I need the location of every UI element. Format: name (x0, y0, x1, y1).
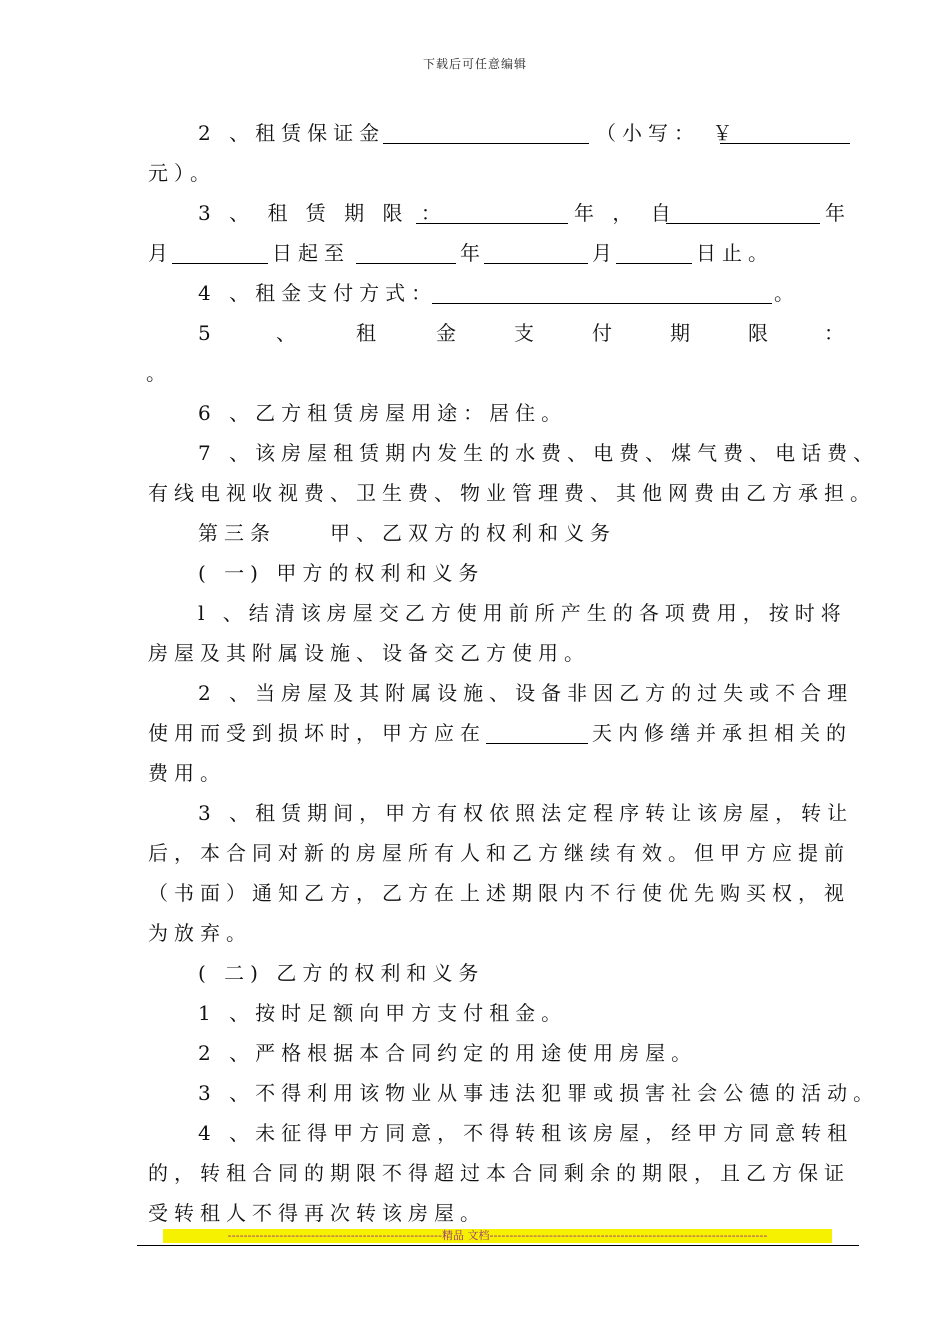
article-title: 甲、乙双方的权利和义务 (330, 521, 616, 545)
line-a3-2 (0, 838, 950, 868)
clause-text: 2 、当房屋及其附属设施、设备非因乙方的过失或不合理 (198, 681, 854, 705)
page-header: 下载后可任意编辑 (422, 57, 527, 71)
clause-text: 后，本合同对新的房屋所有人和乙方继续有效。但甲方应提前 (148, 841, 850, 865)
start-month-blank (172, 241, 268, 264)
clause-text: 使用而受到损坏时，甲方应在 (148, 721, 486, 745)
line-a3-4 (0, 918, 950, 948)
line-payment-method (0, 278, 950, 308)
payment-method-label: 4 、租金支付方式： (198, 281, 438, 305)
line-b1 (0, 998, 950, 1028)
end-day-blank (616, 241, 692, 264)
payment-period-char: 租 (356, 321, 382, 345)
footer-label: ------------------------------------------------------精品 文档---------------------------------------------------------------------- (227, 1229, 768, 1242)
clause-text: 房屋及其附属设施、设备交乙方使用。 (148, 641, 590, 665)
start-day-text: 日起至 (272, 241, 350, 265)
footer-divider (137, 1245, 859, 1246)
section-party-a (0, 558, 950, 588)
line-deposit (0, 118, 950, 148)
payment-period-char: 、 (276, 321, 302, 345)
payment-period-char: 限 (748, 321, 774, 345)
payment-period-char: 付 (592, 321, 618, 345)
line-a3-1 (0, 798, 950, 828)
article-three-heading (0, 518, 950, 548)
line-b4-3 (0, 1198, 950, 1228)
term-years-blank (416, 201, 568, 224)
article-number: 第三条 (198, 521, 276, 545)
deposit-label: 2 、租赁保证金 (198, 121, 386, 145)
clause-text: 的，转租合同的期限不得超过本合同剩余的期限，且乙方保证 (148, 1161, 850, 1185)
clause-text: 3 、租赁期间，甲方有权依照法定程序转让该房屋，转让 (198, 801, 854, 825)
line-a1-1 (0, 598, 950, 628)
payment-period-char: 支 (514, 321, 540, 345)
line-a1-2 (0, 638, 950, 668)
clause-text: 受转租人不得再次转该房屋。 (148, 1201, 486, 1225)
clause-text: 为放弃。 (148, 921, 252, 945)
section-heading: ( 一) 甲方的权利和义务 (198, 561, 485, 585)
payment-period-char: 5 (198, 321, 217, 345)
clause-text: 3 、不得利用该物业从事违法犯罪或损害社会公德的活动。 (198, 1081, 880, 1105)
payment-method-end: 。 (774, 281, 800, 305)
line-a2-1 (0, 678, 950, 708)
line-payment-period (0, 318, 950, 348)
section-heading: ( 二) 乙方的权利和义务 (198, 961, 485, 985)
line-fees-2 (0, 478, 950, 508)
term-label: 3 、 租 赁 期 限 ： (198, 201, 447, 225)
line-b4-1 (0, 1118, 950, 1148)
end-month-blank (484, 241, 588, 264)
line-payment-period-end (0, 358, 950, 388)
month-char: 月 (148, 241, 174, 265)
section-party-b (0, 958, 950, 988)
yuan-text: 元）。 (148, 161, 216, 185)
payment-period-char: 期 (670, 321, 696, 345)
clause-text: 天内修缮并承担相关的 (592, 721, 852, 745)
payment-period-end: 。 (146, 361, 172, 385)
clause-text: 2 、严格根据本合同约定的用途使用房屋。 (198, 1041, 698, 1065)
end-day-text: 日止。 (696, 241, 774, 265)
deposit-small-label: （小写： ￥ (596, 121, 739, 145)
line-a2-2 (0, 718, 950, 748)
line-fees-1 (0, 438, 950, 468)
term-from: 年 ， 自 (574, 201, 677, 225)
clause-text: 费用。 (148, 761, 226, 785)
line-b2 (0, 1038, 950, 1068)
deposit-small-blank (720, 121, 850, 144)
end-year-blank (356, 241, 456, 264)
term-year-char: 年 (825, 201, 851, 225)
term-start-year-blank (666, 201, 820, 224)
deposit-blank (383, 121, 589, 144)
line-yuan (0, 158, 950, 188)
clause-text: l 、结清该房屋交乙方使用前所产生的各项费用，按时将 (198, 601, 847, 625)
clause-text: （书面）通知乙方，乙方在上述期限内不行使优先购买权，视 (148, 881, 850, 905)
line-b4-2 (0, 1158, 950, 1188)
line-a3-3 (0, 878, 950, 908)
clause-text: 4 、未征得甲方同意，不得转租该房屋，经甲方同意转租 (198, 1121, 854, 1145)
fees-text: 有线电视收视费、卫生费、物业管理费、其他网费由乙方承担。 (148, 481, 876, 505)
payment-period-char: ： (824, 321, 850, 345)
payment-period-char: 金 (436, 321, 462, 345)
clause-text: 1 、按时足额向甲方支付租金。 (198, 1001, 568, 1025)
repair-days-blank (486, 721, 588, 744)
end-year-char: 年 (460, 241, 486, 265)
line-usage (0, 398, 950, 428)
end-month-char: 月 (592, 241, 618, 265)
line-term (0, 198, 950, 228)
line-b3 (0, 1078, 950, 1108)
line-term-dates (0, 238, 950, 268)
line-a2-3 (0, 758, 950, 788)
payment-method-blank (432, 281, 772, 304)
fees-text: 7 、该房屋租赁期内发生的水费、电费、煤气费、电话费、 (198, 441, 880, 465)
usage-text: 6 、乙方租赁房屋用途：居住。 (198, 401, 568, 425)
